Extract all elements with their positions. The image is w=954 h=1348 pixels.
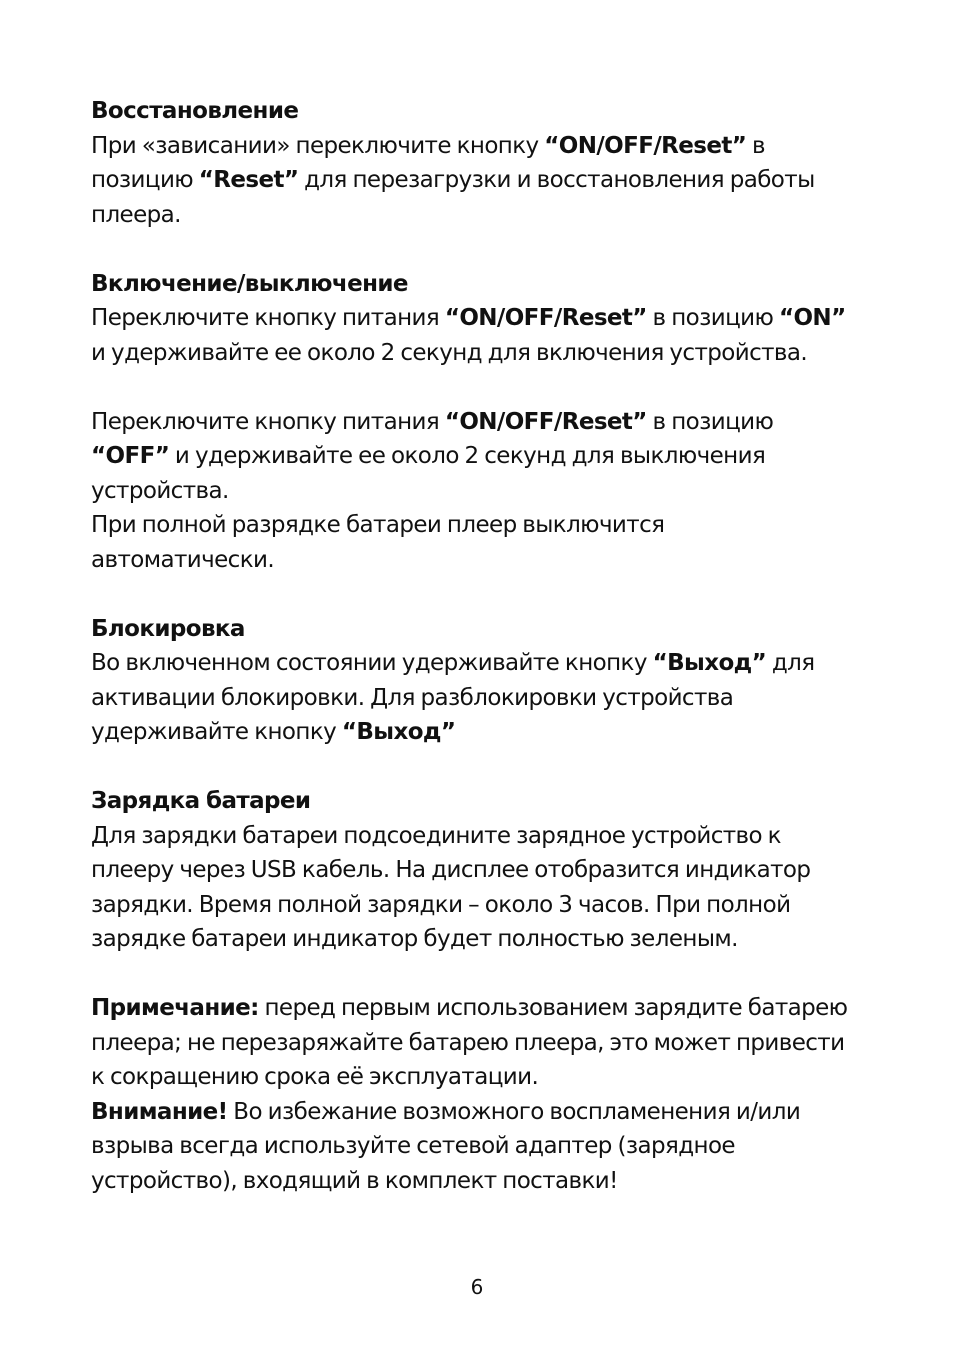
- section-heading: Блокировка: [91, 615, 245, 642]
- text-line: плеера; не перезаряжайте батарею плеера, это может привести: [91, 1029, 845, 1056]
- text: для: [766, 650, 815, 676]
- section-power: [91, 267, 871, 371]
- text-line: автоматически.: [91, 546, 275, 573]
- note-label: Примечание:: [91, 995, 259, 1021]
- button-name: “ON/OFF/Reset”: [444, 408, 647, 435]
- text: Во избежание возможного воспламенения и/или: [227, 1098, 801, 1125]
- text: и удерживайте ее около 2 секунд для выключения: [169, 443, 766, 469]
- text: позицию: [91, 167, 199, 193]
- text: Во включенном состоянии удерживайте кнопку: [91, 650, 653, 676]
- button-name: “Выход”: [341, 719, 456, 745]
- text: в: [746, 132, 765, 159]
- section-power-off: [91, 405, 871, 578]
- button-name: “ON/OFF/Reset”: [544, 132, 747, 159]
- text-line: [91, 991, 871, 1026]
- button-name: “Выход”: [652, 650, 767, 676]
- text-line: устройства.: [91, 477, 229, 504]
- section-lock: [91, 612, 871, 750]
- warning-label: Внимание!: [91, 1098, 228, 1125]
- text-line: к сокращению срока её эксплуатации.: [91, 1064, 539, 1090]
- button-position: “ON”: [778, 305, 846, 331]
- section-charging: [91, 784, 871, 957]
- text-line: [91, 301, 871, 336]
- text-line: плеера.: [91, 201, 181, 228]
- section-heading: Зарядка батареи: [91, 788, 311, 814]
- text-line: зарядки. Время полной зарядки – около 3 часов. При полной: [91, 891, 791, 918]
- section-heading: Восстановление: [91, 98, 299, 124]
- text-line: [91, 129, 871, 164]
- text-line: взрыва всегда используйте сетевой адаптер (зарядное: [91, 1133, 735, 1159]
- text: При «зависании» переключите кнопку: [91, 132, 545, 159]
- text: Переключите кнопку питания: [91, 408, 445, 435]
- button-name: “ON/OFF/Reset”: [444, 305, 647, 331]
- text-line: активации блокировки. Для разблокировки устройства: [91, 684, 734, 711]
- text-line: [91, 405, 871, 440]
- section-heading: Включение/выключение: [91, 270, 408, 297]
- text: перед первым использованием зарядите батарею: [258, 995, 848, 1021]
- text: в позицию: [646, 408, 774, 435]
- text: в позицию: [646, 305, 779, 331]
- section-restore: [91, 94, 871, 232]
- text: Переключите кнопку питания: [91, 305, 445, 331]
- section-note-warning: [91, 991, 871, 1198]
- text-line: [91, 715, 871, 750]
- page-number: 6: [470, 1275, 484, 1299]
- button-position: “OFF”: [91, 443, 170, 469]
- text-line: [91, 1095, 871, 1130]
- text-line: [91, 646, 871, 681]
- text-line: устройство), входящий в комплект поставки!: [91, 1167, 618, 1194]
- text: удерживайте кнопку: [91, 719, 342, 745]
- text-line: [91, 439, 871, 474]
- text-line: Для зарядки батареи подсоедините зарядное устройство к: [91, 822, 781, 849]
- button-name: “Reset”: [198, 167, 299, 193]
- text: для перезагрузки и восстановления работы: [298, 167, 815, 193]
- text-line: и удерживайте ее около 2 секунд для включения устройства.: [91, 339, 808, 366]
- text-line: зарядке батареи индикатор будет полностью зеленым.: [91, 926, 738, 952]
- manual-page: [91, 94, 871, 1233]
- text-line: При полной разрядке батареи плеер выключится: [91, 512, 665, 538]
- text-line: плееру через USB кабель. На дисплее отобразится индикатор: [91, 857, 811, 883]
- text-line: [91, 163, 871, 198]
